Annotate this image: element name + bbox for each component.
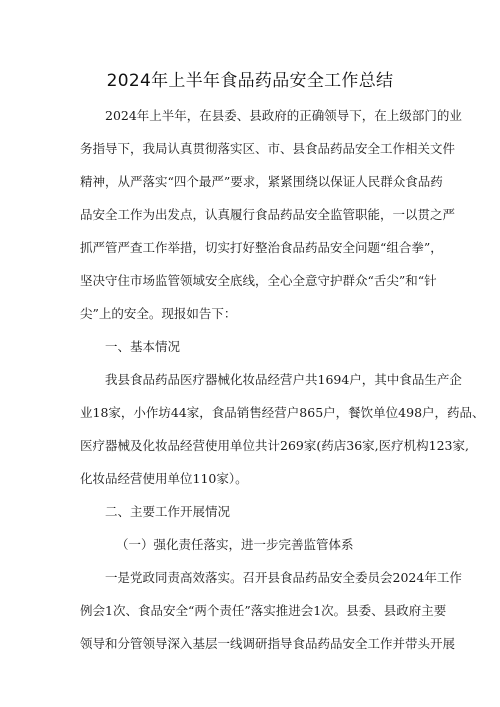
paragraph-line: 品安全工作为出发点，认真履行食品药品安全监管职能，一以贯之严 bbox=[80, 207, 456, 222]
paragraph-line: 化妆品经营使用单位110家）。 bbox=[80, 471, 248, 486]
paragraph-line: 领导和分管领导深入基层一线调研指导食品药品安全工作并带头开展 bbox=[80, 636, 456, 651]
paragraph-line: 业18家，小作坊44家，食品销售经营户865户，餐饮单位498户，药品、 bbox=[80, 405, 485, 420]
paragraph-line: 尖”上的安全。现报如告下： bbox=[80, 306, 237, 321]
paragraph-line: 一是党政同责高效落实。召开县食品药品安全委员会2024年工作 bbox=[105, 570, 462, 585]
paragraph-line: 坚决守住市场监管领域安全底线，全心全意守护群众“舌尖”和“针 bbox=[80, 273, 437, 288]
paragraph-line: 务指导下，我局认真贯彻落实区、市、县食品药品安全工作相关文件 bbox=[80, 141, 456, 156]
subsection-heading: （一）强化责任落实，进一步完善监管体系 bbox=[116, 537, 354, 552]
paragraph-line: 医疗器械及化妆品经营使用单位共计269家(药店36家,医疗机构123家, bbox=[80, 438, 469, 453]
paragraph-line: 例会1次、食品安全“两个责任”落实推进会1次。县委、县政府主要 bbox=[80, 603, 447, 618]
paragraph-line: 抓严管严查工作举措，切实打好整治食品药品安全问题“组合拳”， bbox=[80, 240, 443, 255]
section-heading: 一、基本情况 bbox=[105, 339, 181, 354]
paragraph-line: 2024年上半年，在县委、县政府的正确领导下，在上级部门的业 bbox=[105, 108, 462, 123]
document-title: 2024年上半年食品药品安全工作总结 bbox=[106, 71, 394, 91]
document-body bbox=[80, 99, 485, 660]
paragraph-line: 精神，从严落实“四个最严”要求，紧紧围绕以保证人民群众食品药 bbox=[80, 174, 443, 189]
section-heading: 二、主要工作开展情况 bbox=[105, 504, 231, 519]
paragraph-line: 我县食品药品医疗器械化妆品经营户共1694户，其中食品生产企 bbox=[105, 372, 462, 387]
